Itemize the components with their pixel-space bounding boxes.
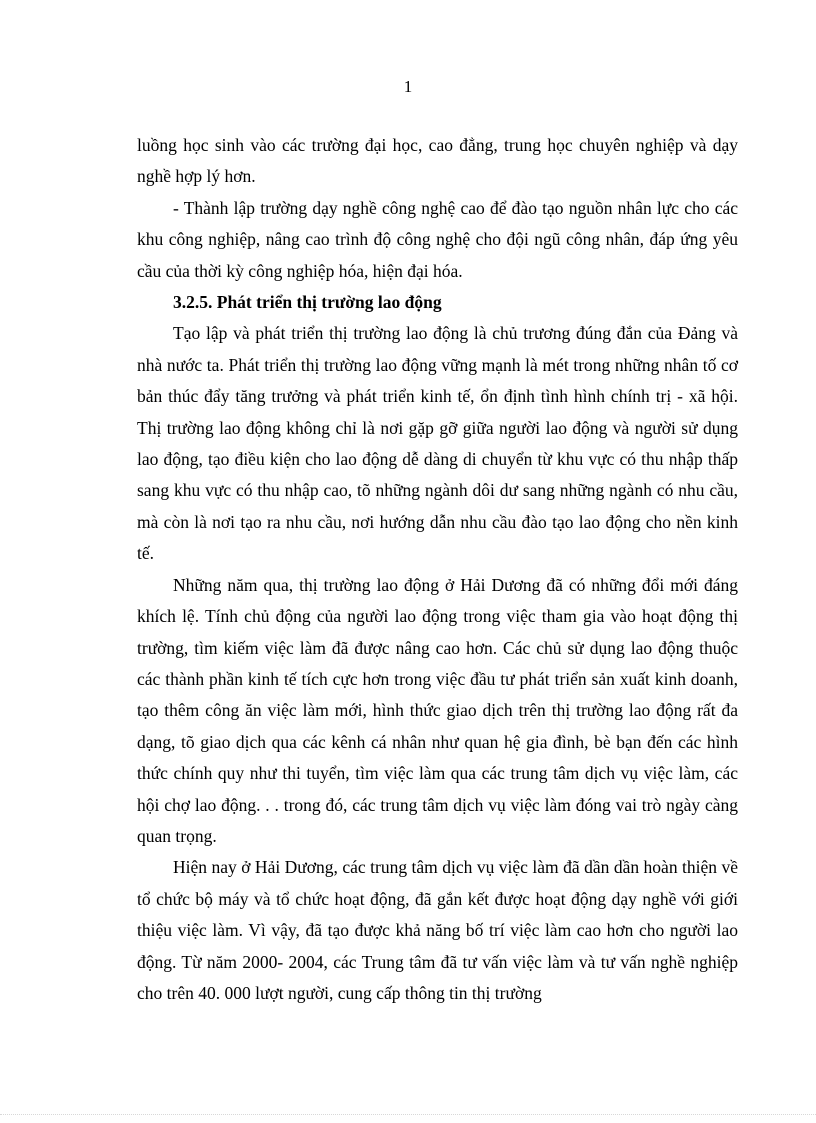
page-number: 1 (403, 77, 413, 96)
page-bottom-divider (0, 1114, 816, 1115)
paragraph-vocational-school: - Thành lập trường dạy nghề công nghệ cao để đào tạo nguồn nhân lực cho các khu công nghiệp, nâng cao trình độ công nghệ cho đội ngũ công nhân, đáp ứng yêu cầu của thời kỳ công nghiệp hóa, hiện đại hóa. (137, 197, 738, 281)
section-heading: 3.2.5. Phát triển thị trường lao động (173, 292, 442, 313)
paragraph-continuation: luồng học sinh vào các trường đại học, cao đẳng, trung học chuyên nghiệp và dạy nghề hợp lý hơn. (137, 135, 738, 187)
document-body (137, 130, 738, 1009)
paragraph-employment-centers: Hiện nay ở Hải Dương, các trung tâm dịch vụ việc làm đã dần dần hoàn thiện về tổ chức bộ máy và tổ chức hoạt động, đã gắn kết được hoạt động dạy nghề với giới thiệu việc làm. Vì vậy, đã tạo được khả năng bố trí việc làm cao hơn cho người lao động. Từ năm 2000- 2004, các Trung tâm đã tư vấn việc làm và tư vấn nghề nghiệp cho trên 40. 000 lượt người, cung cấp thông tin thị trường (137, 857, 738, 1003)
paragraph-hai-duong-changes: Những năm qua, thị trường lao động ở Hải Dương đã có những đổi mới đáng khích lệ. Tính chủ động của người lao động trong việc tham gia vào hoạt động thị trường, tìm kiếm việc làm đã được nâng cao hơn. Các chủ sử dụng lao động thuộc các thành phần kinh tế tích cực hơn trong việc đầu tư phát triển sản xuất kinh doanh, tạo thêm công ăn việc làm mới, hình thức giao dịch trên thị trường lao động rất đa dạng, tõ giao dịch qua các kênh cá nhân như quan hệ gia đình, bè bạn đến các hình thức chính quy như thi tuyển, tìm việc làm qua các trung tâm dịch vụ việc làm, các hội chợ lao động. . . trong đó, các trung tâm dịch vụ việc làm đóng vai trò ngày càng quan trọng. (137, 574, 738, 846)
paragraph-labor-market-intro: Tạo lập và phát triển thị trường lao động là chủ trương đúng đắn của Đảng và nhà nước ta. Phát triển thị trường lao động vững mạnh là mét trong những nhân tố cơ bản thúc đẩy tăng trưởng và phát triển kinh tế, ổn định tình hình chính trị - xã hội. Thị trường lao động không chỉ là nơi gặp gỡ giữa người lao động và người sử dụng lao động, tạo điều kiện cho lao động dễ dàng di chuyển từ khu vực có thu nhập thấp sang khu vực có thu nhập cao, tõ những ngành dôi dư sang những ngành có nhu cầu, mà còn là nơi tạo ra nhu cầu, nơi hướng dẫn nhu cầu đào tạo lao động cho nền kinh tế. (137, 323, 738, 564)
